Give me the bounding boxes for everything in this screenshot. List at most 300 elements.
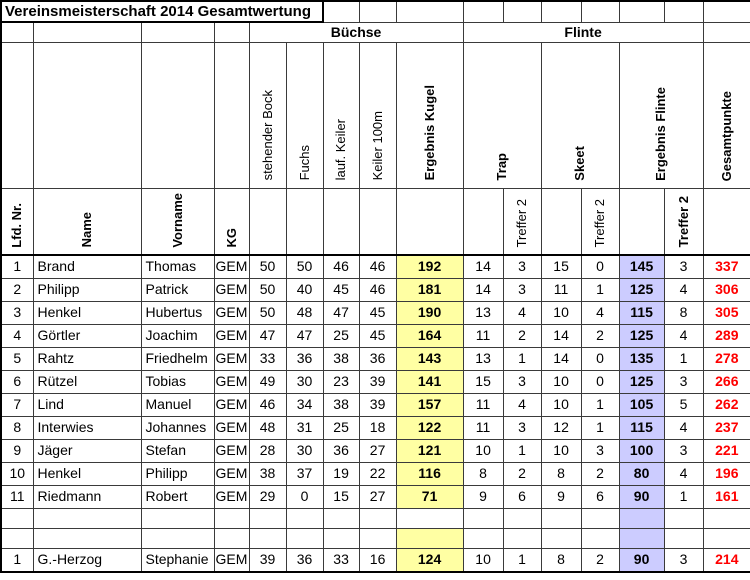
empty-cell	[141, 528, 214, 548]
cell-stehender-bock: 48	[249, 416, 286, 439]
cell-name: Rützel	[33, 370, 141, 393]
empty-cell	[581, 528, 619, 548]
cell-treffer2-flinte: 4	[664, 462, 703, 485]
empty-cell-highlight-flinte	[619, 508, 664, 528]
empty-cell	[359, 1, 396, 22]
cell-ergebnis-kugel: 116	[396, 462, 463, 485]
cell-ergebnis-kugel: 157	[396, 393, 463, 416]
cell-treffer2-skeet: 1	[581, 393, 619, 416]
cell-treffer2-flinte: 3	[664, 439, 703, 462]
empty-cell	[664, 1, 703, 22]
header-ergebnis-flinte	[619, 42, 703, 188]
cell-stehender-bock: 50	[249, 301, 286, 324]
spacer-row	[1, 528, 750, 548]
header-row-person	[1, 188, 750, 255]
cell-gesamtpunkte: 214	[703, 548, 750, 572]
table-row	[1, 393, 750, 416]
header-kg	[214, 188, 249, 255]
empty-cell	[664, 508, 703, 528]
cell-treffer2-trap: 4	[503, 301, 541, 324]
band-flinte: Flinte	[463, 22, 703, 42]
empty-cell	[214, 22, 249, 42]
cell-treffer2-skeet: 0	[581, 370, 619, 393]
empty-cell	[1, 22, 33, 42]
cell-treffer2-trap: 1	[503, 439, 541, 462]
header-row-discipline	[1, 42, 750, 188]
cell-ergebnis-flinte: 125	[619, 370, 664, 393]
cell-lauf-keiler: 38	[323, 393, 359, 416]
cell-keiler-100m: 36	[359, 347, 396, 370]
cell-treffer2-flinte: 1	[664, 485, 703, 508]
cell-kg: GEM	[214, 347, 249, 370]
spacer-row	[1, 508, 750, 528]
empty-cell	[503, 1, 541, 22]
cell-treffer2-skeet: 2	[581, 462, 619, 485]
empty-cell	[323, 508, 359, 528]
empty-cell	[1, 42, 33, 188]
band-row	[1, 22, 750, 42]
cell-keiler-100m: 16	[359, 548, 396, 572]
cell-ergebnis-flinte: 115	[619, 416, 664, 439]
header-label: Fuchs	[296, 145, 312, 181]
cell-fuchs: 40	[286, 278, 323, 301]
cell-skeet: 10	[541, 393, 581, 416]
cell-keiler-100m: 18	[359, 416, 396, 439]
cell-treffer2-trap: 3	[503, 370, 541, 393]
final-competitor-row	[1, 548, 750, 572]
cell-vorname: Johannes	[141, 416, 214, 439]
header-skeet	[541, 42, 619, 188]
table-row	[1, 347, 750, 370]
cell-vorname: Stefan	[141, 439, 214, 462]
cell-gesamtpunkte: 278	[703, 347, 750, 370]
cell-lfd-nr: 6	[1, 370, 33, 393]
header-label: Treffer 2	[514, 198, 530, 248]
cell-gesamtpunkte: 196	[703, 462, 750, 485]
cell-lauf-keiler: 45	[323, 278, 359, 301]
cell-fuchs: 37	[286, 462, 323, 485]
cell-vorname: Thomas	[141, 255, 214, 278]
cell-lauf-keiler: 23	[323, 370, 359, 393]
empty-cell	[396, 508, 463, 528]
cell-treffer2-skeet: 0	[581, 347, 619, 370]
empty-cell	[323, 528, 359, 548]
cell-kg: GEM	[214, 393, 249, 416]
cell-ergebnis-kugel: 122	[396, 416, 463, 439]
cell-gesamtpunkte: 289	[703, 324, 750, 347]
header-label: Name	[79, 211, 95, 248]
cell-keiler-100m: 46	[359, 255, 396, 278]
header-label: Ergebnis Kugel	[421, 85, 437, 181]
ranking-rows	[1, 255, 750, 508]
cell-lauf-keiler: 15	[323, 485, 359, 508]
empty-cell	[503, 528, 541, 548]
cell-ergebnis-flinte: 100	[619, 439, 664, 462]
cell-lfd-nr: 2	[1, 278, 33, 301]
cell-lauf-keiler: 33	[323, 548, 359, 572]
cell-gesamtpunkte: 237	[703, 416, 750, 439]
cell-stehender-bock: 39	[249, 548, 286, 572]
empty-cell	[703, 188, 750, 255]
cell-treffer2-skeet: 0	[581, 255, 619, 278]
empty-cell	[33, 22, 141, 42]
cell-gesamtpunkte: 262	[703, 393, 750, 416]
title-row	[1, 1, 750, 22]
header-treffer2-skeet	[581, 188, 619, 255]
empty-cell	[214, 508, 249, 528]
cell-ergebnis-flinte: 90	[619, 485, 664, 508]
empty-cell	[249, 528, 286, 548]
table-row	[1, 485, 750, 508]
cell-treffer2-flinte: 3	[664, 370, 703, 393]
table-row	[1, 370, 750, 393]
cell-name: Lind	[33, 393, 141, 416]
cell-keiler-100m: 45	[359, 324, 396, 347]
cell-lfd-nr: 5	[1, 347, 33, 370]
cell-lfd-nr: 7	[1, 393, 33, 416]
table-row	[1, 548, 750, 572]
cell-vorname: Joachim	[141, 324, 214, 347]
empty-cell	[703, 22, 750, 42]
header-label: Keiler 100m	[369, 111, 385, 181]
cell-skeet: 15	[541, 255, 581, 278]
cell-keiler-100m: 27	[359, 485, 396, 508]
cell-ergebnis-flinte: 145	[619, 255, 664, 278]
page-title: Vereinsmeisterschaft 2014 Gesamtwertung	[1, 1, 323, 22]
header-treffer2-trap	[503, 188, 541, 255]
table-row	[1, 255, 750, 278]
cell-ergebnis-flinte: 105	[619, 393, 664, 416]
empty-cell	[581, 508, 619, 528]
header-lauf-keiler	[323, 42, 359, 188]
cell-treffer2-trap: 1	[503, 347, 541, 370]
cell-vorname: Friedhelm	[141, 347, 214, 370]
header-trap	[463, 42, 541, 188]
cell-kg: GEM	[214, 485, 249, 508]
cell-gesamtpunkte: 306	[703, 278, 750, 301]
empty-cell	[286, 508, 323, 528]
cell-keiler-100m: 39	[359, 370, 396, 393]
cell-fuchs: 31	[286, 416, 323, 439]
cell-skeet: 8	[541, 462, 581, 485]
cell-keiler-100m: 39	[359, 393, 396, 416]
cell-name: Henkel	[33, 462, 141, 485]
cell-name: Riedmann	[33, 485, 141, 508]
table-row	[1, 462, 750, 485]
cell-ergebnis-kugel: 143	[396, 347, 463, 370]
cell-vorname: Patrick	[141, 278, 214, 301]
cell-gesamtpunkte: 266	[703, 370, 750, 393]
cell-treffer2-trap: 2	[503, 324, 541, 347]
spacer-rows	[1, 508, 750, 548]
header-label: Treffer 2	[592, 198, 608, 248]
cell-ergebnis-kugel: 124	[396, 548, 463, 572]
empty-cell	[141, 22, 214, 42]
empty-cell	[214, 42, 249, 188]
cell-kg: GEM	[214, 416, 249, 439]
empty-cell	[249, 188, 286, 255]
cell-keiler-100m: 46	[359, 278, 396, 301]
header-label: Gesamtpunkte	[719, 90, 734, 181]
cell-stehender-bock: 50	[249, 278, 286, 301]
empty-cell	[703, 508, 750, 528]
cell-fuchs: 30	[286, 439, 323, 462]
table-row	[1, 416, 750, 439]
cell-gesamtpunkte: 161	[703, 485, 750, 508]
empty-cell	[359, 528, 396, 548]
header-label: Lfd. Nr.	[9, 202, 25, 248]
cell-ergebnis-kugel: 164	[396, 324, 463, 347]
empty-cell	[141, 508, 214, 528]
cell-skeet: 8	[541, 548, 581, 572]
header-ergebnis-kugel	[396, 42, 463, 188]
empty-cell	[1, 528, 33, 548]
empty-cell	[619, 1, 664, 22]
cell-fuchs: 30	[286, 370, 323, 393]
empty-cell	[359, 508, 396, 528]
header-label: Trap	[494, 153, 510, 181]
cell-fuchs: 48	[286, 301, 323, 324]
cell-kg: GEM	[214, 548, 249, 572]
cell-skeet: 10	[541, 439, 581, 462]
cell-vorname: Robert	[141, 485, 214, 508]
cell-treffer2-skeet: 2	[581, 324, 619, 347]
cell-ergebnis-kugel: 141	[396, 370, 463, 393]
cell-stehender-bock: 33	[249, 347, 286, 370]
cell-trap: 11	[463, 416, 503, 439]
empty-cell	[33, 528, 141, 548]
cell-ergebnis-flinte: 90	[619, 548, 664, 572]
cell-skeet: 10	[541, 301, 581, 324]
cell-skeet: 12	[541, 416, 581, 439]
header-label: Treffer 2	[675, 196, 691, 248]
table-row	[1, 278, 750, 301]
cell-lauf-keiler: 36	[323, 439, 359, 462]
header-label: stehender Bock	[259, 90, 275, 181]
empty-cell	[503, 508, 541, 528]
cell-ergebnis-kugel: 121	[396, 439, 463, 462]
table-row	[1, 301, 750, 324]
cell-ergebnis-kugel: 192	[396, 255, 463, 278]
header-label: Ergebnis Flinte	[653, 86, 669, 181]
cell-name: Rahtz	[33, 347, 141, 370]
cell-kg: GEM	[214, 278, 249, 301]
cell-name: Görtler	[33, 324, 141, 347]
cell-stehender-bock: 28	[249, 439, 286, 462]
cell-lauf-keiler: 38	[323, 347, 359, 370]
cell-ergebnis-flinte: 115	[619, 301, 664, 324]
empty-cell-highlight-kugel	[396, 528, 463, 548]
header-stehender-bock	[249, 42, 286, 188]
empty-cell	[541, 188, 581, 255]
cell-vorname: Stephanie	[141, 548, 214, 572]
cell-lfd-nr: 3	[1, 301, 33, 324]
empty-cell	[323, 188, 359, 255]
cell-stehender-bock: 49	[249, 370, 286, 393]
cell-trap: 15	[463, 370, 503, 393]
table-row	[1, 439, 750, 462]
cell-vorname: Hubertus	[141, 301, 214, 324]
cell-ergebnis-flinte: 80	[619, 462, 664, 485]
header-name	[33, 188, 141, 255]
cell-stehender-bock: 46	[249, 393, 286, 416]
cell-lauf-keiler: 47	[323, 301, 359, 324]
empty-cell	[463, 528, 503, 548]
empty-cell	[359, 188, 396, 255]
cell-fuchs: 36	[286, 548, 323, 572]
cell-trap: 11	[463, 393, 503, 416]
cell-lfd-nr: 9	[1, 439, 33, 462]
cell-treffer2-flinte: 5	[664, 393, 703, 416]
cell-treffer2-skeet: 4	[581, 301, 619, 324]
cell-treffer2-flinte: 3	[664, 548, 703, 572]
cell-trap: 10	[463, 548, 503, 572]
cell-lauf-keiler: 46	[323, 255, 359, 278]
cell-name: Jäger	[33, 439, 141, 462]
header-label: lauf. Keiler	[333, 119, 349, 181]
header-lfd-nr	[1, 188, 33, 255]
cell-gesamtpunkte: 305	[703, 301, 750, 324]
band-buechse: Büchse	[249, 22, 463, 42]
header-keiler-100m	[359, 42, 396, 188]
cell-keiler-100m: 22	[359, 462, 396, 485]
cell-skeet: 9	[541, 485, 581, 508]
cell-treffer2-trap: 2	[503, 462, 541, 485]
empty-cell	[463, 508, 503, 528]
cell-skeet: 14	[541, 324, 581, 347]
cell-vorname: Manuel	[141, 393, 214, 416]
cell-treffer2-flinte: 3	[664, 255, 703, 278]
empty-cell	[541, 1, 581, 22]
empty-cell	[619, 188, 664, 255]
cell-fuchs: 36	[286, 347, 323, 370]
empty-cell	[703, 1, 750, 22]
cell-treffer2-skeet: 1	[581, 278, 619, 301]
cell-treffer2-skeet: 6	[581, 485, 619, 508]
cell-lfd-nr: 4	[1, 324, 33, 347]
cell-kg: GEM	[214, 370, 249, 393]
cell-treffer2-trap: 3	[503, 255, 541, 278]
cell-skeet: 10	[541, 370, 581, 393]
empty-cell	[703, 528, 750, 548]
empty-cell	[286, 188, 323, 255]
cell-skeet: 11	[541, 278, 581, 301]
cell-fuchs: 0	[286, 485, 323, 508]
empty-cell	[33, 508, 141, 528]
cell-trap: 10	[463, 439, 503, 462]
cell-vorname: Tobias	[141, 370, 214, 393]
cell-treffer2-skeet: 3	[581, 439, 619, 462]
header-fuchs	[286, 42, 323, 188]
cell-trap: 14	[463, 278, 503, 301]
empty-cell-highlight-flinte	[619, 528, 664, 548]
cell-stehender-bock: 38	[249, 462, 286, 485]
cell-ergebnis-flinte: 135	[619, 347, 664, 370]
cell-keiler-100m: 27	[359, 439, 396, 462]
empty-cell	[286, 528, 323, 548]
cell-trap: 8	[463, 462, 503, 485]
cell-lfd-nr: 8	[1, 416, 33, 439]
cell-treffer2-flinte: 4	[664, 278, 703, 301]
cell-lfd-nr: 1	[1, 548, 33, 572]
cell-lauf-keiler: 25	[323, 416, 359, 439]
cell-gesamtpunkte: 221	[703, 439, 750, 462]
cell-lfd-nr: 10	[1, 462, 33, 485]
cell-name: Interwies	[33, 416, 141, 439]
cell-name: Philipp	[33, 278, 141, 301]
empty-cell	[541, 528, 581, 548]
cell-ergebnis-kugel: 181	[396, 278, 463, 301]
cell-trap: 9	[463, 485, 503, 508]
cell-kg: GEM	[214, 255, 249, 278]
header-label: Vorname	[169, 192, 185, 248]
cell-trap: 13	[463, 347, 503, 370]
empty-cell	[1, 508, 33, 528]
cell-fuchs: 50	[286, 255, 323, 278]
cell-treffer2-skeet: 1	[581, 416, 619, 439]
cell-gesamtpunkte: 337	[703, 255, 750, 278]
cell-stehender-bock: 29	[249, 485, 286, 508]
cell-treffer2-flinte: 1	[664, 347, 703, 370]
empty-cell	[214, 528, 249, 548]
empty-cell	[249, 508, 286, 528]
cell-ergebnis-flinte: 125	[619, 278, 664, 301]
cell-treffer2-trap: 3	[503, 416, 541, 439]
header-label: Skeet	[572, 146, 588, 181]
header-gesamtpunkte	[703, 42, 750, 188]
empty-cell	[323, 1, 359, 22]
cell-treffer2-trap: 3	[503, 278, 541, 301]
empty-cell	[541, 508, 581, 528]
cell-stehender-bock: 50	[249, 255, 286, 278]
cell-fuchs: 34	[286, 393, 323, 416]
cell-treffer2-trap: 6	[503, 485, 541, 508]
cell-vorname: Philipp	[141, 462, 214, 485]
header-vorname	[141, 188, 214, 255]
empty-cell	[396, 1, 463, 22]
empty-cell	[33, 42, 141, 188]
cell-treffer2-flinte: 4	[664, 416, 703, 439]
cell-trap: 11	[463, 324, 503, 347]
empty-cell	[664, 528, 703, 548]
empty-cell	[463, 1, 503, 22]
cell-lfd-nr: 1	[1, 255, 33, 278]
cell-treffer2-flinte: 4	[664, 324, 703, 347]
cell-fuchs: 47	[286, 324, 323, 347]
cell-skeet: 14	[541, 347, 581, 370]
cell-kg: GEM	[214, 439, 249, 462]
cell-trap: 13	[463, 301, 503, 324]
empty-cell	[463, 188, 503, 255]
table-row	[1, 324, 750, 347]
cell-treffer2-flinte: 8	[664, 301, 703, 324]
cell-lauf-keiler: 19	[323, 462, 359, 485]
cell-keiler-100m: 45	[359, 301, 396, 324]
cell-name: Henkel	[33, 301, 141, 324]
cell-ergebnis-flinte: 125	[619, 324, 664, 347]
header-label: KG	[223, 227, 239, 248]
cell-kg: GEM	[214, 301, 249, 324]
cell-stehender-bock: 47	[249, 324, 286, 347]
header-treffer2-flinte	[664, 188, 703, 255]
empty-cell	[141, 42, 214, 188]
cell-treffer2-skeet: 2	[581, 548, 619, 572]
cell-name: Brand	[33, 255, 141, 278]
cell-ergebnis-kugel: 71	[396, 485, 463, 508]
cell-trap: 14	[463, 255, 503, 278]
cell-ergebnis-kugel: 190	[396, 301, 463, 324]
cell-kg: GEM	[214, 324, 249, 347]
